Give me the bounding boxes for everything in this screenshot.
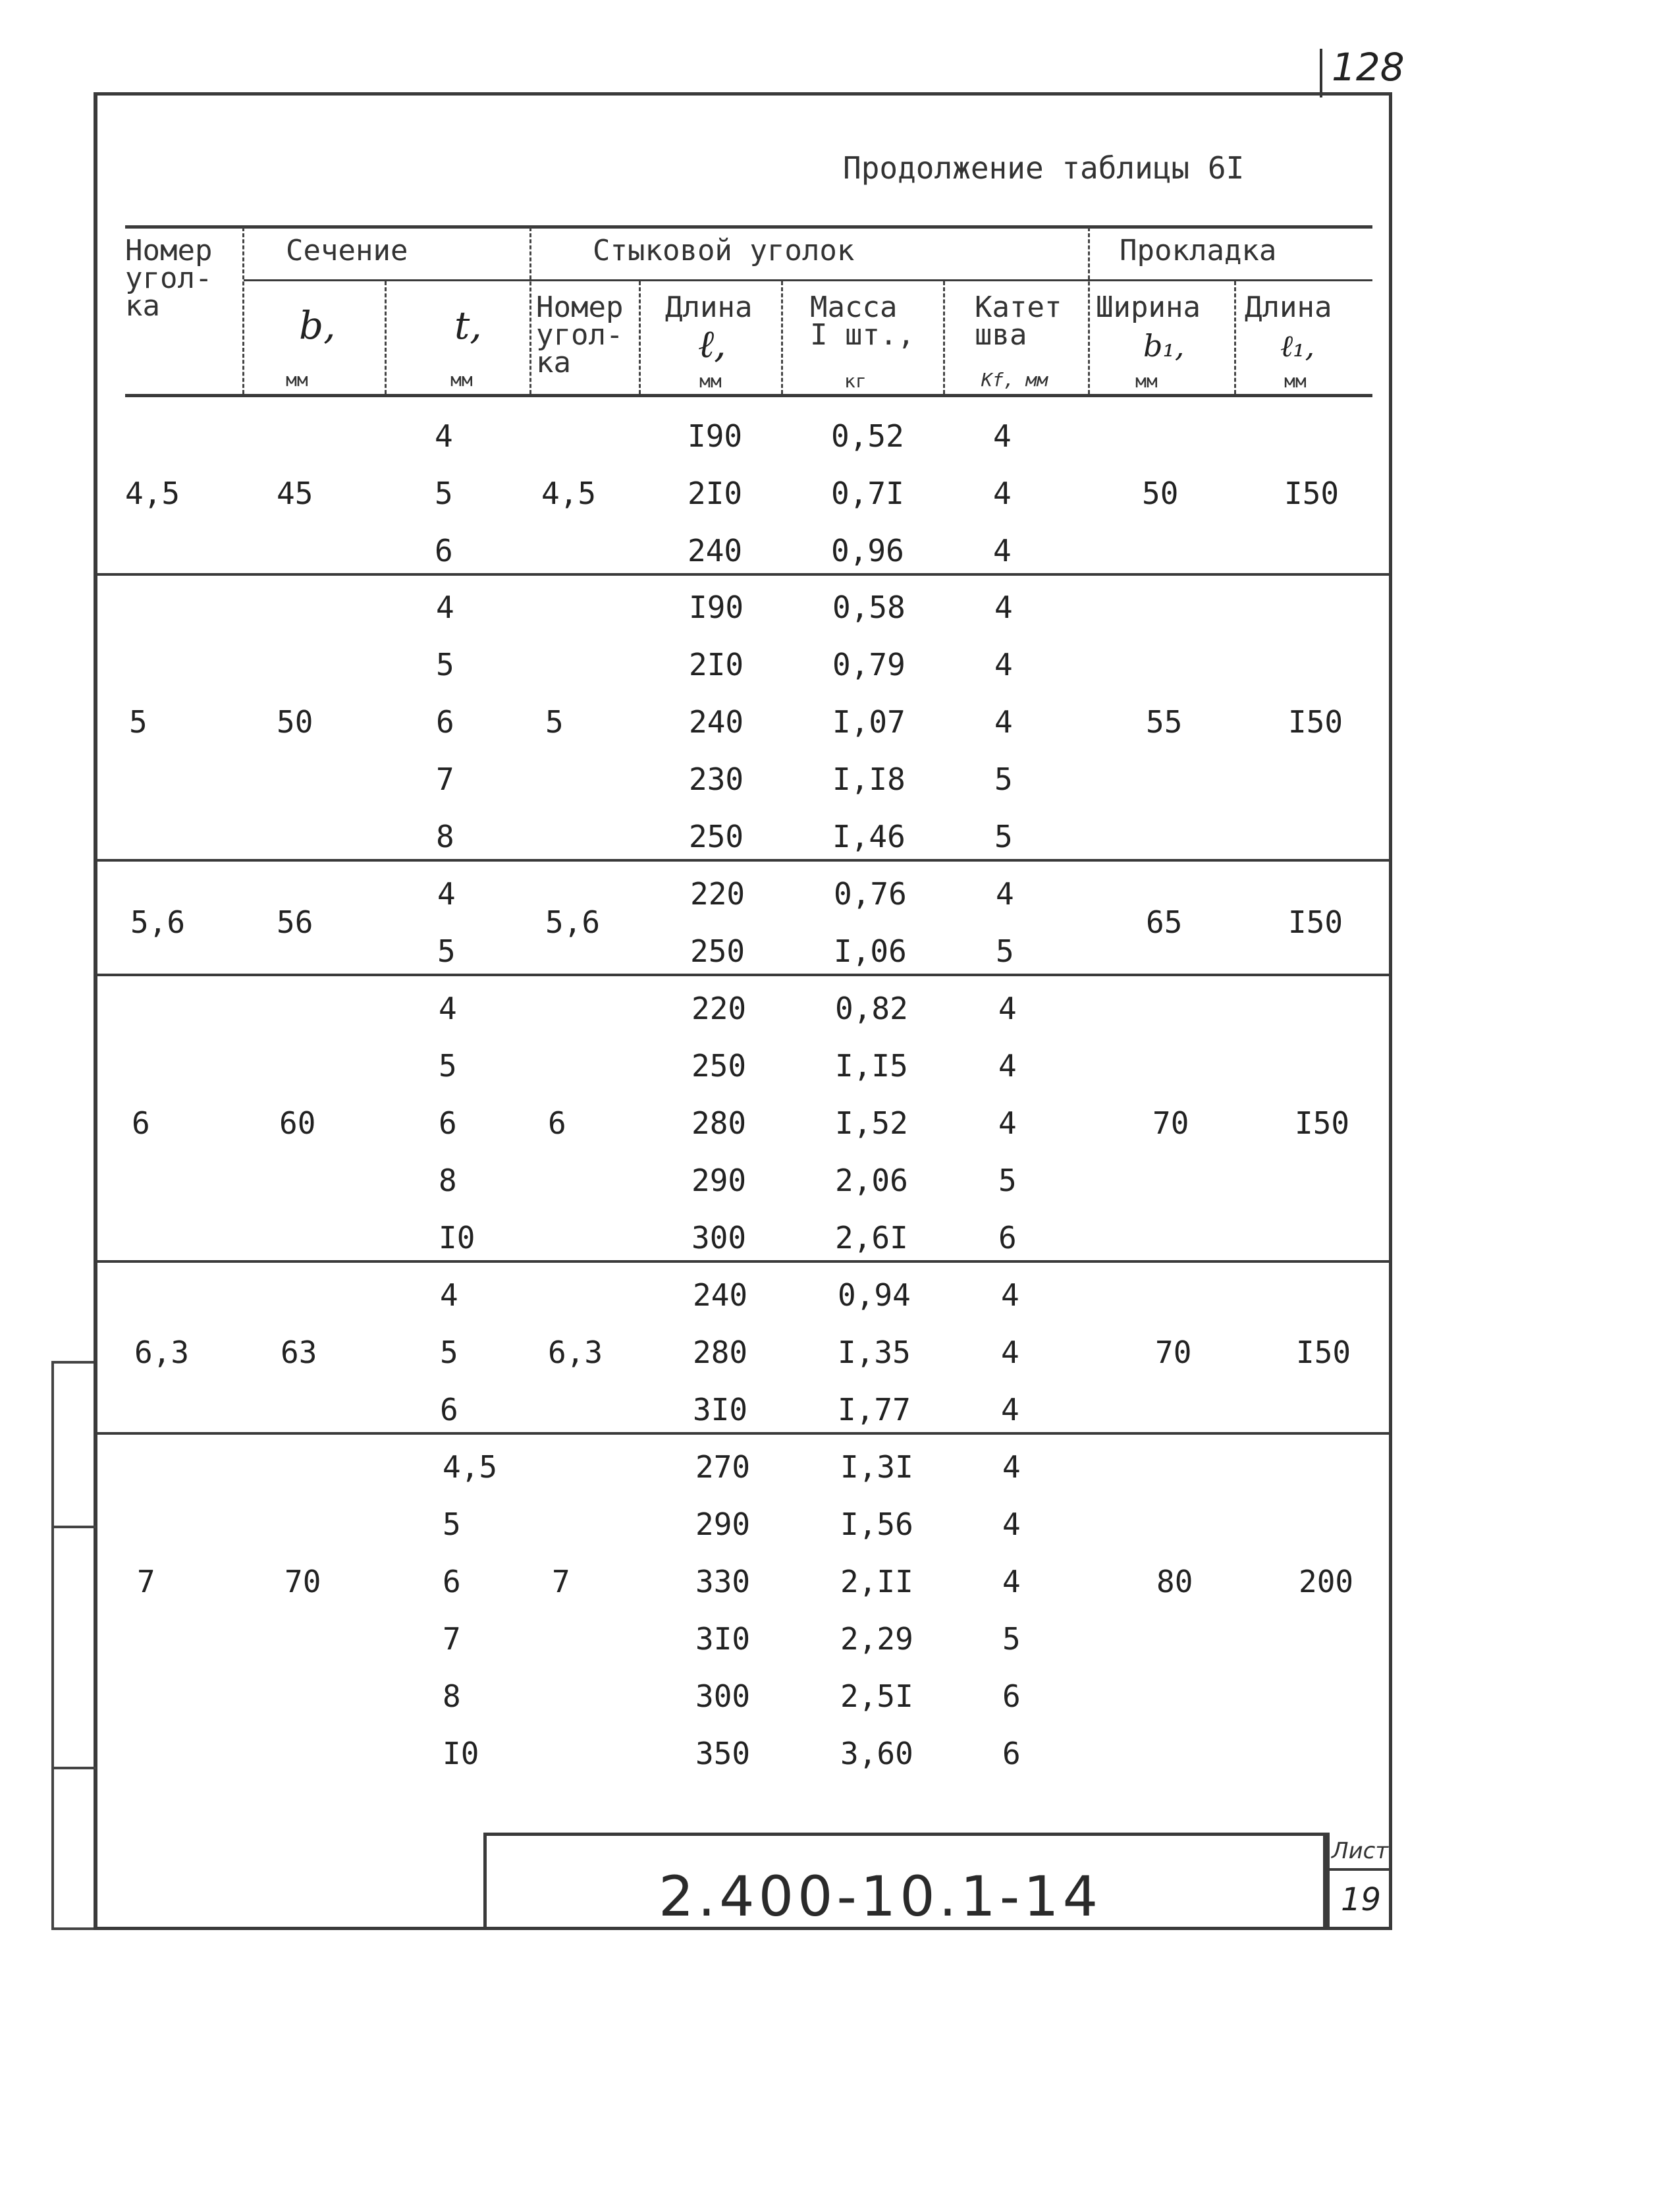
binding-strip: [51, 1361, 94, 1930]
header-separator: [529, 227, 531, 394]
cell-weld: 4: [993, 533, 1012, 568]
header-separator: [1088, 227, 1090, 394]
cell-t: 4,5: [443, 1449, 498, 1485]
cell-length: 220: [691, 991, 747, 1026]
cell-mass: 0,79: [832, 647, 906, 682]
cell-mass: I,46: [832, 819, 906, 854]
cell-butt-number: 6,3: [548, 1335, 603, 1370]
cell-t: 5: [435, 476, 453, 511]
cell-length: 3I0: [695, 1621, 751, 1657]
cell-weld: 5: [998, 1163, 1017, 1198]
cell-length: 250: [690, 933, 745, 969]
cell-mass: 2,06: [835, 1163, 908, 1198]
cell-length: 250: [691, 1048, 747, 1084]
cell-length: 220: [690, 876, 745, 912]
group-divider: [97, 573, 1389, 576]
sheet-box-divider: [1326, 1868, 1392, 1871]
cell-t: 5: [439, 1048, 457, 1084]
header-butt-number: Номер угол- ка: [536, 290, 624, 379]
header-weld-symbol: Kf, мм: [981, 369, 1048, 391]
header-b1-symbol: b₁,: [1143, 328, 1185, 364]
cell-length: 3I0: [693, 1392, 748, 1427]
header-butt-angle: Стыковой уголок: [593, 234, 855, 267]
cell-length: 240: [693, 1277, 748, 1313]
cell-weld: 5: [996, 933, 1014, 969]
cell-angle-number: 6,3: [134, 1335, 190, 1370]
cell-t: 7: [443, 1621, 461, 1657]
cell-butt-number: 7: [552, 1564, 570, 1599]
header-pad: Прокладка: [1120, 234, 1277, 267]
cell-length: 330: [695, 1564, 751, 1599]
cell-butt-number: 4,5: [541, 476, 597, 511]
cell-length: 300: [691, 1220, 747, 1256]
cell-t: 4: [437, 876, 456, 912]
cell-length: 290: [691, 1163, 747, 1198]
cell-t: 4: [435, 418, 453, 454]
cell-t: 8: [439, 1163, 457, 1198]
header-sub-rule: [244, 279, 1372, 281]
cell-weld: 4: [998, 1105, 1017, 1141]
cell-length: 250: [689, 819, 744, 854]
header-length: Длина: [665, 290, 753, 324]
group-divider: [97, 1260, 1389, 1263]
cell-weld: 4: [998, 991, 1017, 1026]
cell-length: 290: [695, 1507, 751, 1542]
cell-t: 8: [443, 1678, 461, 1714]
cell-mass: 2,5I: [840, 1678, 913, 1714]
cell-t: 8: [436, 819, 454, 854]
cell-mass: I,I5: [835, 1048, 908, 1084]
cell-length: 350: [695, 1736, 751, 1771]
cell-pad-length: I50: [1288, 704, 1343, 740]
cell-t: 6: [443, 1564, 461, 1599]
binding-strip-divider: [54, 1526, 96, 1528]
cell-length: I90: [688, 418, 743, 454]
group-divider: [97, 974, 1389, 976]
cell-length: 2I0: [688, 476, 743, 511]
cell-pad-width: 70: [1152, 1105, 1189, 1141]
cell-weld: 4: [1002, 1507, 1021, 1542]
cell-length: 270: [695, 1449, 751, 1485]
cell-weld: 4: [1002, 1449, 1021, 1485]
cell-mass: 0,82: [835, 991, 908, 1026]
cell-b: 50: [277, 704, 313, 740]
header-separator: [1234, 281, 1236, 394]
header-pad-length: Длина: [1245, 290, 1332, 324]
table-caption: Продолжение таблицы 6I: [843, 150, 1245, 186]
cell-weld: 5: [1002, 1621, 1021, 1657]
cell-b: 63: [281, 1335, 317, 1370]
header-mass: Масса I шт.,: [810, 290, 915, 352]
cell-weld: 4: [994, 704, 1013, 740]
cell-pad-length: I50: [1288, 904, 1343, 940]
cell-pad-width: 65: [1146, 904, 1183, 940]
cell-length: 300: [695, 1678, 751, 1714]
cell-butt-number: 5,6: [545, 904, 601, 940]
cell-mass: I,52: [835, 1105, 908, 1141]
cell-weld: 4: [1002, 1564, 1021, 1599]
header-t-symbol: t,: [454, 303, 482, 348]
cell-mass: 2,II: [840, 1564, 913, 1599]
cell-b: 70: [284, 1564, 321, 1599]
header-weld-leg: Катет шва: [975, 290, 1062, 352]
cell-length: 240: [688, 533, 743, 568]
cell-t: 5: [436, 647, 454, 682]
header-top-rule: [125, 225, 1372, 229]
header-pad-width: Ширина: [1096, 290, 1201, 324]
cell-butt-number: 5: [545, 704, 564, 740]
cell-butt-number: 6: [548, 1105, 566, 1141]
header-b1-unit: мм: [1135, 370, 1158, 392]
group-divider: [97, 859, 1389, 862]
cell-mass: 0,76: [834, 876, 907, 912]
cell-weld: 6: [1002, 1678, 1021, 1714]
header-angle-number: Номер угол- ка: [125, 234, 213, 323]
cell-b: 60: [279, 1105, 316, 1141]
sheet-label: Лист: [1332, 1838, 1389, 1864]
header-l-unit: мм: [699, 370, 722, 392]
cell-mass: I,77: [838, 1392, 911, 1427]
cell-mass: 0,58: [832, 590, 906, 625]
cell-mass: 0,94: [838, 1277, 911, 1313]
header-b-unit: мм: [286, 369, 308, 391]
page-number-rule: [1320, 49, 1322, 97]
cell-length: 2I0: [689, 647, 744, 682]
header-separator: [781, 281, 783, 394]
cell-angle-number: 4,5: [125, 476, 180, 511]
cell-mass: 0,96: [831, 533, 904, 568]
cell-b: 56: [277, 904, 313, 940]
cell-b: 45: [277, 476, 313, 511]
header-b-symbol: b,: [299, 303, 336, 348]
cell-t: 6: [439, 1105, 457, 1141]
cell-pad-length: I50: [1295, 1105, 1350, 1141]
cell-weld: 4: [994, 590, 1013, 625]
binding-strip-divider: [54, 1767, 96, 1769]
cell-t: 7: [436, 761, 454, 797]
cell-weld: 5: [994, 819, 1013, 854]
cell-mass: 2,29: [840, 1621, 913, 1657]
cell-mass: 0,7I: [831, 476, 904, 511]
header-separator: [943, 281, 945, 394]
header-bottom-rule: [125, 394, 1372, 397]
cell-weld: 6: [998, 1220, 1017, 1256]
cell-angle-number: 6: [132, 1105, 150, 1141]
cell-weld: 4: [993, 476, 1012, 511]
page-number: 128: [1332, 45, 1405, 90]
cell-pad-width: 50: [1142, 476, 1179, 511]
cell-angle-number: 5,6: [130, 904, 186, 940]
cell-mass: 3,60: [840, 1736, 913, 1771]
cell-mass: I,06: [834, 933, 907, 969]
cell-mass: I,07: [832, 704, 906, 740]
cell-length: 280: [693, 1335, 748, 1370]
cell-t: 4: [439, 991, 457, 1026]
cell-weld: 4: [1001, 1277, 1019, 1313]
header-l1-symbol: ℓ₁,: [1280, 328, 1315, 364]
cell-weld: 6: [1002, 1736, 1021, 1771]
header-l1-unit: мм: [1284, 370, 1307, 392]
cell-t: 6: [436, 704, 454, 740]
cell-weld: 4: [1001, 1392, 1019, 1427]
cell-t: 6: [435, 533, 453, 568]
cell-mass: I,3I: [840, 1449, 913, 1485]
cell-weld: 4: [993, 418, 1012, 454]
cell-mass: I,35: [838, 1335, 911, 1370]
cell-weld: 4: [998, 1048, 1017, 1084]
cell-pad-width: 70: [1155, 1335, 1192, 1370]
cell-t: 4: [436, 590, 454, 625]
cell-length: 230: [689, 761, 744, 797]
cell-t: 4: [440, 1277, 458, 1313]
header-l-symbol: ℓ,: [698, 321, 726, 366]
sheet-number: 19: [1341, 1881, 1382, 1918]
header-separator: [242, 227, 244, 394]
cell-angle-number: 7: [137, 1564, 155, 1599]
cell-mass: 2,6I: [835, 1220, 908, 1256]
cell-t: I0: [443, 1736, 479, 1771]
cell-t: 5: [437, 933, 456, 969]
cell-t: 5: [443, 1507, 461, 1542]
cell-pad-length: I50: [1284, 476, 1340, 511]
cell-t: 5: [440, 1335, 458, 1370]
cell-mass: 0,52: [831, 418, 904, 454]
cell-mass: I,56: [840, 1507, 913, 1542]
cell-angle-number: 5: [129, 704, 148, 740]
document-code: 2.400-10.1-14: [659, 1864, 1102, 1929]
header-t-unit: мм: [450, 369, 473, 391]
header-mass-unit: кг: [844, 370, 867, 392]
cell-weld: 4: [994, 647, 1013, 682]
cell-pad-length: 200: [1299, 1564, 1354, 1599]
cell-t: 6: [440, 1392, 458, 1427]
cell-weld: 4: [996, 876, 1014, 912]
cell-length: 280: [691, 1105, 747, 1141]
cell-weld: 5: [994, 761, 1013, 797]
header-separator: [385, 281, 387, 394]
header-separator: [639, 281, 641, 394]
cell-length: 240: [689, 704, 744, 740]
cell-pad-width: 55: [1146, 704, 1183, 740]
cell-length: I90: [689, 590, 744, 625]
cell-pad-length: I50: [1296, 1335, 1351, 1370]
group-divider: [97, 1432, 1389, 1435]
header-section: Сечение: [286, 234, 408, 267]
cell-pad-width: 80: [1156, 1564, 1193, 1599]
cell-t: I0: [439, 1220, 475, 1256]
cell-weld: 4: [1001, 1335, 1019, 1370]
cell-mass: I,I8: [832, 761, 906, 797]
